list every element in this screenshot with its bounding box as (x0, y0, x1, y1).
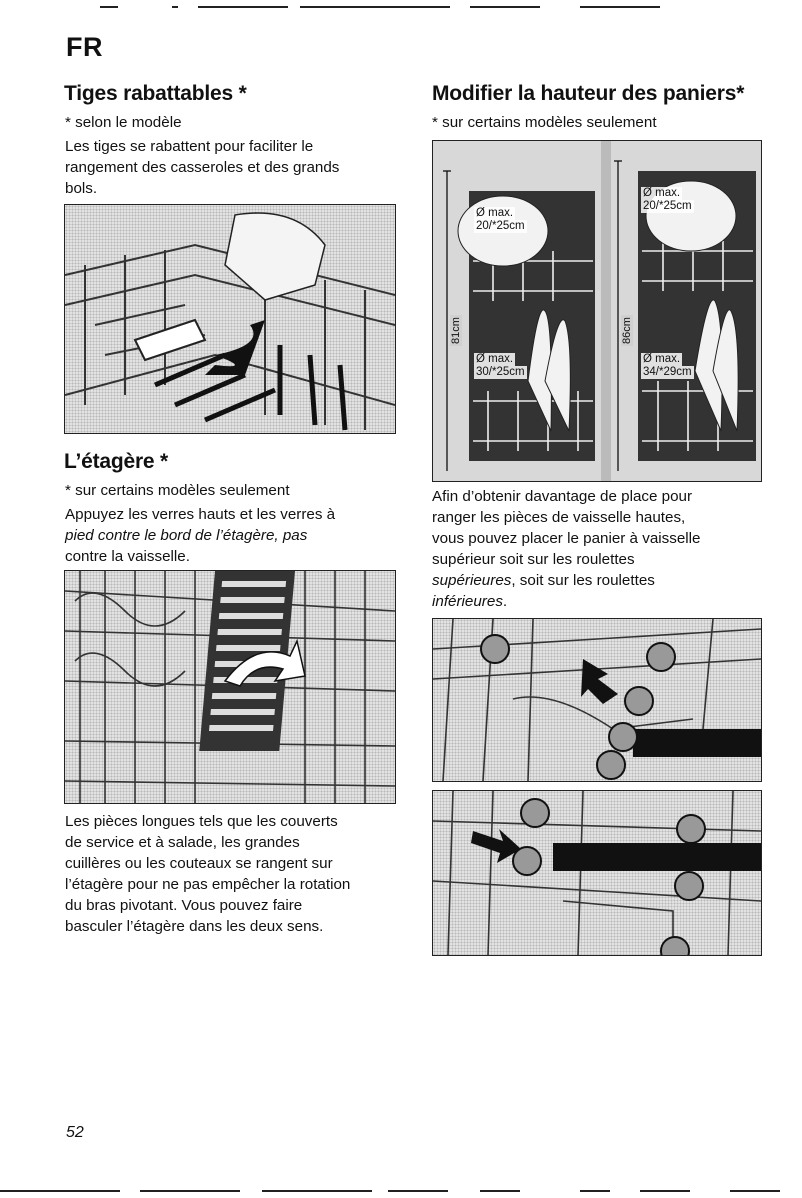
figure-tiges-rabattables (64, 204, 396, 434)
page-number: 52 (66, 1124, 84, 1141)
figure-roulettes-superieures (432, 618, 762, 782)
figure-basket-heights (432, 140, 762, 482)
label-height-81: 81cm (450, 317, 462, 344)
figure-roulettes-inferieures (432, 790, 762, 956)
label-right-bottom-size: 34/*29cm (643, 366, 692, 378)
note-hauteur-modeles: * sur certains modèles seulement (432, 114, 657, 131)
language-label: FR (66, 32, 103, 62)
heading-hauteur-paniers: Modifier la hauteur des paniers* (432, 82, 745, 105)
label-left-bottom-max: Ø max. (476, 353, 514, 365)
heading-tiges-rabattables: Tiges rabattables * (64, 82, 247, 105)
shelf-illustration (65, 571, 395, 803)
bottom-rule (0, 1190, 802, 1192)
lower-rollers-illustration (433, 791, 761, 955)
label-height-86: 86cm (621, 317, 633, 344)
heading-etagere: L’étagère * (64, 450, 169, 473)
figure-etagere (64, 570, 396, 804)
label-left-top-size: 20/*25cm (476, 220, 525, 232)
label-right-top-max: Ø max. (643, 187, 681, 199)
label-right-bottom-max: Ø max. (643, 353, 681, 365)
dishwasher-cross-section (433, 141, 761, 481)
note-certains-modeles: * sur certains modèles seulement (65, 482, 290, 499)
upper-rollers-illustration (433, 619, 761, 781)
top-rule (0, 6, 802, 8)
rack-tines-illustration (65, 205, 395, 433)
note-selon-modele: * selon le modèle (65, 114, 182, 131)
label-left-bottom-size: 30/*25cm (476, 366, 525, 378)
label-right-top-size: 20/*25cm (643, 200, 692, 212)
label-left-top-max: Ø max. (476, 207, 514, 219)
